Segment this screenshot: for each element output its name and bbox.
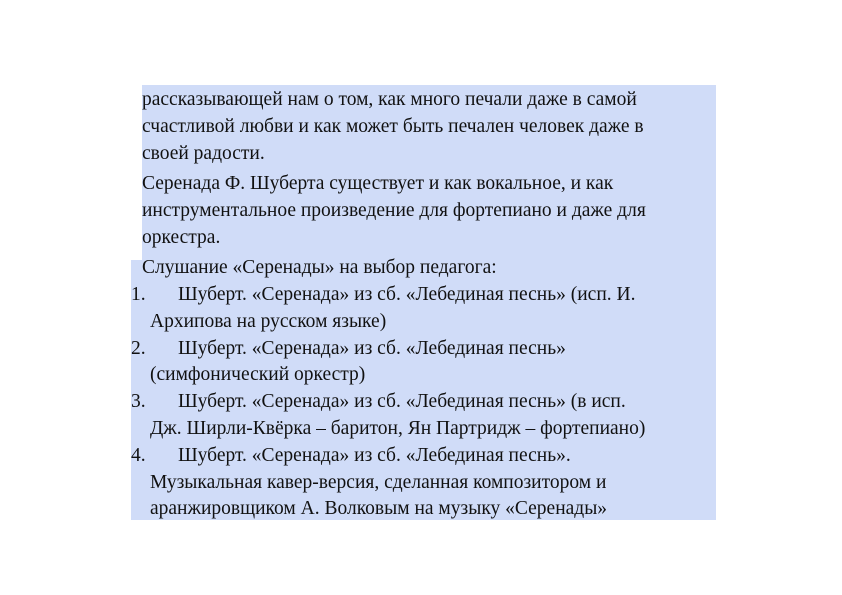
list-item — [131, 336, 716, 390]
list-item — [131, 282, 716, 336]
list-item-continuation: Музыкальная кавер-версия, сделанная композитором и — [150, 471, 607, 493]
paragraph-serenade-forms — [142, 171, 712, 251]
list-item-text: Шуберт. «Серенада» из сб. «Лебединая песнь» (в исп. — [178, 391, 626, 413]
list-item-text: Шуберт. «Серенада» из сб. «Лебединая песнь». — [178, 444, 571, 466]
list-item-text: Шуберт. «Серенада» из сб. «Лебединая песнь» — [178, 337, 566, 359]
list-item-number: 3. — [131, 391, 146, 413]
text-box — [131, 85, 716, 520]
paragraph-line: Серенада Ф. Шуберта существует и как вокальное, и как — [142, 173, 614, 194]
paragraph-line: своей радости. — [142, 142, 265, 164]
paragraph-intro — [142, 87, 712, 167]
list-item-continuation: (симфонический оркестр) — [150, 364, 366, 386]
list-item-continuation: Дж. Ширли-Квёрка – баритон, Ян Партридж – фортепиано) — [150, 417, 646, 439]
paragraph-line: рассказывающей нам о том, как много печали даже в самой — [142, 89, 637, 110]
paragraph-line: оркестра. — [142, 226, 221, 248]
recordings-list — [131, 282, 716, 523]
paragraph-line: счастливой любви и как может быть печален человек даже в — [142, 115, 644, 137]
list-item — [131, 443, 716, 523]
paragraph-line: инструментальное произведение для фортепиано и даже для — [142, 199, 646, 221]
paragraph-listening-heading — [142, 255, 712, 282]
list-item — [131, 389, 716, 443]
list-item-text: Шуберт. «Серенада» из сб. «Лебединая песнь» (исп. И. — [178, 284, 636, 305]
list-item-continuation: аранжировщиком А. Волковым на музыку «Серенады» — [150, 498, 608, 520]
list-item-continuation: Архипова на русском языке) — [150, 310, 387, 332]
list-item-number: 4. — [131, 444, 146, 466]
list-item-number: 1. — [131, 284, 146, 305]
list-item-number: 2. — [131, 337, 146, 359]
paragraph-line: Слушание «Серенады» на выбор педагога: — [142, 257, 497, 278]
